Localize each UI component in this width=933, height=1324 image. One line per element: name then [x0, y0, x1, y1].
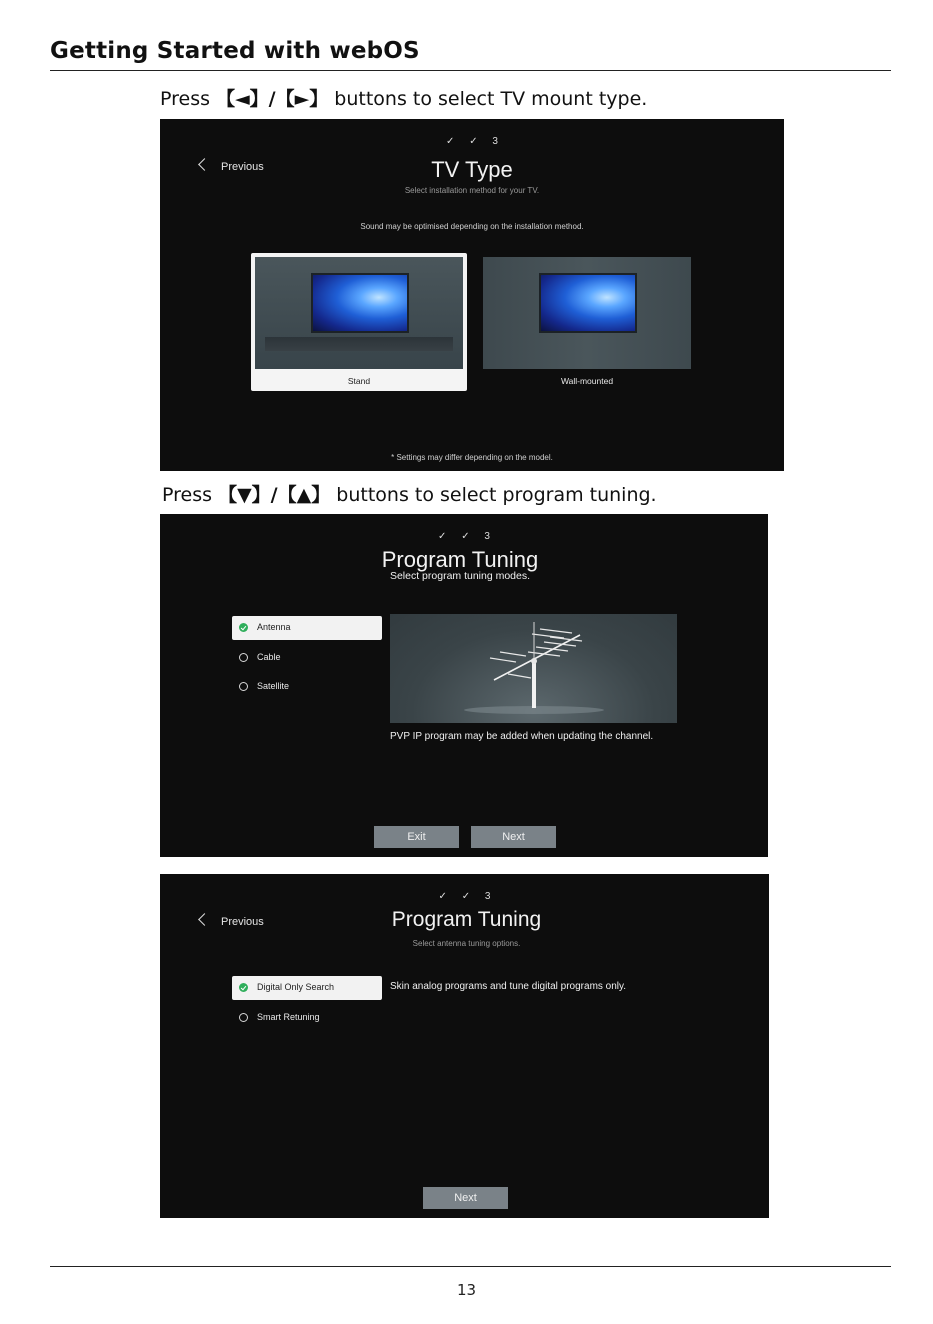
screen-title: TV Type [431, 157, 513, 182]
next-button[interactable]: Next [471, 826, 556, 848]
screen-title: Program Tuning [381, 547, 539, 572]
screen-subtitle: Select installation method for your TV. [404, 186, 540, 195]
screen-title: Program Tuning [391, 908, 542, 931]
instruction-keys: 【▼】/【▲】 [218, 484, 331, 506]
instruction-text: buttons to select program tuning. [336, 484, 657, 506]
option-stand-label: Stand [347, 376, 371, 386]
wall-illustration [483, 257, 691, 369]
option-wall-label: Wall-mounted [560, 376, 614, 386]
bottom-rule [50, 1266, 891, 1267]
top-rule [50, 70, 891, 71]
step-indicator [160, 891, 769, 902]
exit-button[interactable]: Exit [374, 826, 459, 848]
radio-icon [239, 682, 248, 691]
option-wall-mounted[interactable] [483, 257, 691, 389]
option-digital-only-search[interactable] [232, 976, 382, 1000]
stand-illustration [255, 257, 463, 369]
step-indicator [160, 531, 768, 542]
step-1-check-icon: ✓ [438, 531, 447, 542]
option-digital-label: Digital Only Search [257, 982, 335, 992]
option-cable-label: Cable [257, 652, 281, 662]
option-antenna[interactable] [232, 616, 382, 640]
step-3-number: 3 [492, 136, 498, 147]
page-number: 13 [457, 1281, 477, 1299]
antenna-illustration [390, 614, 677, 723]
screen-subtitle: Select program tuning modes. [389, 570, 531, 582]
option-stand[interactable] [251, 253, 467, 391]
next-button[interactable]: Next [423, 1187, 508, 1209]
instruction-mount-type [160, 84, 647, 111]
step-1-check-icon: ✓ [438, 891, 447, 902]
option-smart-label: Smart Retuning [257, 1012, 320, 1022]
instruction-press: Press [162, 484, 213, 506]
instruction-text: buttons to select TV mount type. [334, 88, 648, 110]
screen-subtitle: Select antenna tuning options. [412, 939, 521, 948]
option-antenna-label: Antenna [257, 622, 291, 632]
check-icon [239, 983, 248, 992]
settings-footnote: * Settings may differ depending on the model. [391, 453, 553, 462]
check-icon [239, 623, 248, 632]
tuning-info: PVP IP program may be added when updating the channel. [390, 731, 654, 742]
step-2-check-icon: ✓ [469, 136, 478, 147]
previous-label: Previous [221, 161, 264, 173]
tuning-info: Skin analog programs and tune digital programs only. [390, 981, 627, 992]
sound-note: Sound may be optimised depending on the installation method. [360, 222, 584, 231]
step-3-number: 3 [484, 891, 491, 902]
page-heading: Getting Started with webOS [50, 38, 420, 64]
step-2-check-icon: ✓ [461, 531, 470, 542]
option-smart-retuning[interactable] [232, 1006, 382, 1030]
tv-screen-image [539, 273, 637, 333]
previous-label: Previous [221, 916, 264, 928]
instruction-press: Press [160, 88, 211, 110]
radio-icon [239, 653, 248, 662]
tv-screen-image [311, 273, 409, 333]
screen-tv-type [160, 119, 784, 471]
antenna-icon [390, 614, 677, 723]
screen-antenna-tuning [160, 874, 769, 1218]
instruction-keys: 【◄】/【►】 [216, 88, 329, 110]
screen-program-tuning [160, 514, 768, 857]
option-cable[interactable] [232, 646, 382, 670]
step-1-check-icon: ✓ [446, 136, 455, 147]
instruction-program-tuning [162, 480, 657, 507]
option-satellite-label: Satellite [257, 681, 290, 691]
option-satellite[interactable] [232, 675, 382, 699]
step-2-check-icon: ✓ [461, 891, 471, 902]
step-indicator [160, 136, 784, 147]
step-3-number: 3 [484, 531, 490, 542]
tv-stand-image [265, 337, 453, 351]
radio-icon [239, 1013, 248, 1022]
